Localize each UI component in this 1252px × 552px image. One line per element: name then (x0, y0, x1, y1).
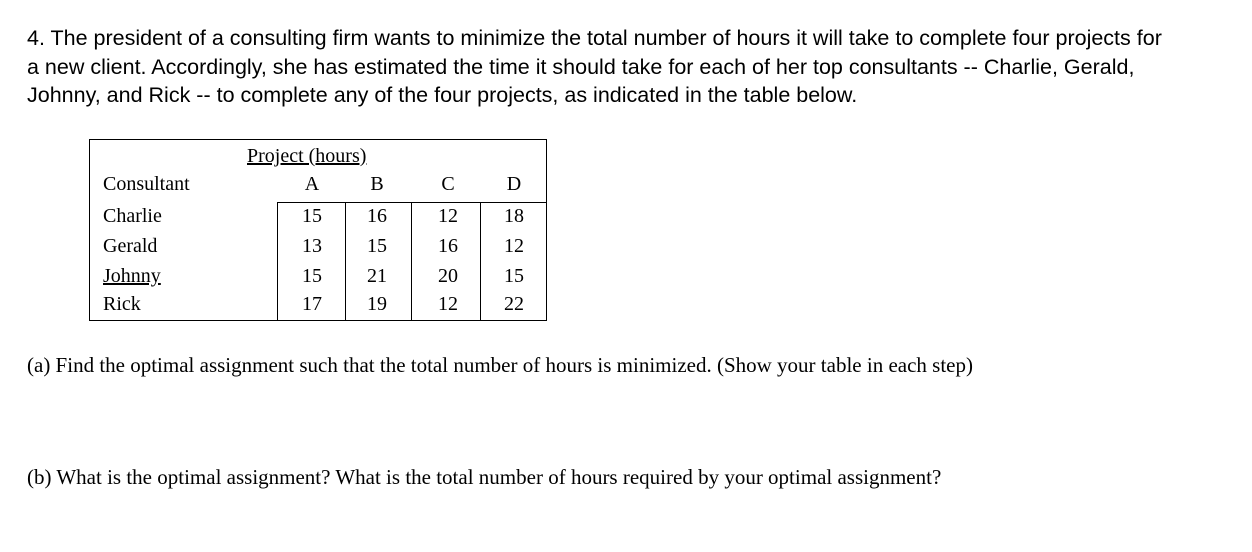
row-name-rick: Rick (103, 293, 141, 315)
hours-table (89, 139, 547, 321)
row-name-charlie: Charlie (103, 205, 162, 227)
table-cell: 12 (504, 235, 524, 257)
problem-line-1: 4. The president of a consulting firm wants to minimize the total number of hours it will take to complete four projects for (27, 26, 1162, 50)
row-name-johnny: Johnny (103, 265, 161, 287)
column-divider (345, 203, 346, 320)
table-cell: 15 (302, 265, 322, 287)
table-cell: 17 (302, 293, 322, 315)
table-cell: 15 (367, 235, 387, 257)
consultant-column-header: Consultant (103, 173, 190, 195)
column-divider (480, 203, 481, 320)
column-header-a: A (304, 173, 320, 195)
table-cell: 15 (504, 265, 524, 287)
table-cell: 16 (438, 235, 458, 257)
row-name-gerald: Gerald (103, 235, 158, 257)
table-cell: 12 (438, 293, 458, 315)
problem-line-3: Johnny, and Rick -- to complete any of the four projects, as indicated in the table below. (27, 83, 858, 107)
table-cell: 15 (302, 205, 322, 227)
table-cell: 19 (367, 293, 387, 315)
table-cell: 21 (367, 265, 387, 287)
question-a: (a) Find the optimal assignment such that the total number of hours is minimized. (Show your table in each step) (27, 353, 973, 377)
column-divider (411, 203, 412, 320)
project-hours-header: Project (hours) (247, 145, 367, 167)
table-cell: 20 (438, 265, 458, 287)
table-cell: 16 (367, 205, 387, 227)
table-cell: 22 (504, 293, 524, 315)
table-cell: 13 (302, 235, 322, 257)
problem-statement (27, 24, 1227, 110)
column-header-b: B (370, 173, 384, 195)
column-header-d: D (506, 173, 522, 195)
table-cell: 18 (504, 205, 524, 227)
table-cell: 12 (438, 205, 458, 227)
column-header-c: C (441, 173, 455, 195)
question-b: (b) What is the optimal assignment? What is the total number of hours required by your optimal assignment? (27, 465, 942, 489)
problem-line-2: a new client. Accordingly, she has estimated the time it should take for each of her top consultants -- Charlie, Gerald, (27, 54, 1135, 79)
